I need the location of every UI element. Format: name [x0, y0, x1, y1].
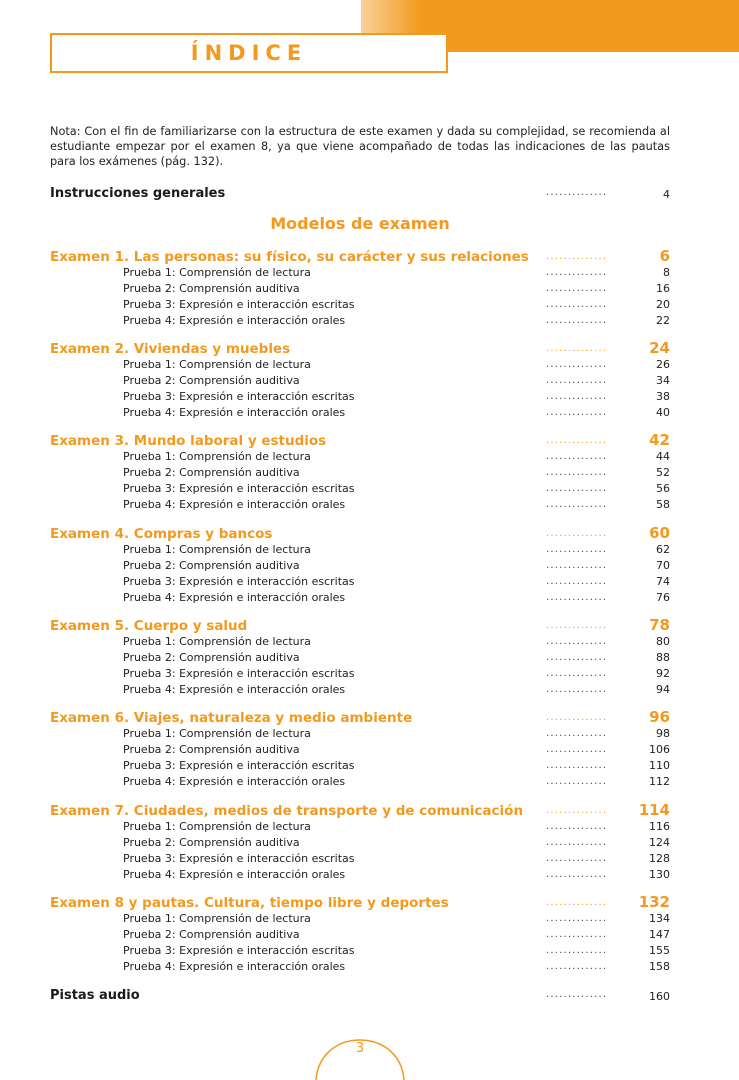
dot-leader: ..............: [546, 853, 608, 864]
toc-entry-test[interactable]: [50, 635, 670, 651]
dot-leader: ..............: [546, 451, 608, 462]
dot-leader: ..............: [546, 499, 608, 510]
dot-leader: ..............: [546, 897, 608, 908]
test-page-number: 112: [649, 775, 670, 788]
test-label: Prueba 4: Expresión e interacción orales: [123, 591, 346, 604]
test-label: Prueba 2: Comprensión auditiva: [123, 928, 300, 941]
toc-entry-test[interactable]: [50, 314, 670, 330]
test-label: Prueba 2: Comprensión auditiva: [123, 743, 300, 756]
test-page-number: 130: [649, 868, 670, 881]
toc-entry-exam-4[interactable]: [50, 526, 670, 542]
section-heading: Modelos de examen: [270, 214, 450, 233]
exam-title: Examen 5. Cuerpo y salud: [50, 618, 248, 634]
test-label: Prueba 3: Expresión e interacción escritas: [123, 852, 355, 865]
dot-leader: ..............: [546, 913, 608, 924]
toc-entry-general[interactable]: [50, 186, 670, 202]
test-label: Prueba 2: Comprensión auditiva: [123, 836, 300, 849]
dot-leader: ..............: [546, 744, 608, 755]
test-page-number: 26: [656, 358, 670, 371]
exam-page-number: 6: [659, 247, 670, 265]
test-page-number: 92: [656, 667, 670, 680]
toc-page-number: 4: [663, 188, 670, 201]
toc-entry-label: Pistas audio: [50, 988, 140, 1003]
exam-title: Examen 3. Mundo laboral y estudios: [50, 433, 327, 449]
toc-entry-exam-2[interactable]: [50, 341, 670, 357]
toc-entry-audio[interactable]: [50, 988, 670, 1004]
test-label: Prueba 3: Expresión e interacción escritas: [123, 667, 355, 680]
test-page-number: 22: [656, 314, 670, 327]
toc-entry-exam-1[interactable]: [50, 249, 670, 265]
toc-entry-test[interactable]: [50, 743, 670, 759]
dot-leader: ..............: [546, 620, 608, 631]
test-label: Prueba 4: Expresión e interacción orales: [123, 868, 346, 881]
toc-entry-exam-6[interactable]: [50, 710, 670, 726]
toc-entry-test[interactable]: [50, 852, 670, 868]
exam-page-number: 96: [649, 708, 670, 726]
test-label: Prueba 2: Comprensión auditiva: [123, 651, 300, 664]
test-page-number: 147: [649, 928, 670, 941]
dot-leader: ..............: [546, 375, 608, 386]
exam-title: Examen 6. Viajes, naturaleza y medio ambiente: [50, 710, 413, 726]
dot-leader: ..............: [546, 283, 608, 294]
dot-leader: ..............: [546, 668, 608, 679]
test-label: Prueba 3: Expresión e interacción escritas: [123, 759, 355, 772]
toc-entry-test[interactable]: [50, 390, 670, 406]
toc-entry-exam-8[interactable]: [50, 895, 670, 911]
dot-leader: ..............: [546, 684, 608, 695]
dot-leader: ..............: [546, 359, 608, 370]
dot-leader: ..............: [546, 592, 608, 603]
test-label: Prueba 3: Expresión e interacción escritas: [123, 575, 355, 588]
test-label: Prueba 3: Expresión e interacción escritas: [123, 482, 355, 495]
test-page-number: 8: [663, 266, 670, 279]
test-label: Prueba 4: Expresión e interacción orales: [123, 683, 346, 696]
page-number: 3: [355, 1041, 365, 1056]
test-page-number: 134: [649, 912, 670, 925]
dot-leader: ..............: [546, 435, 608, 446]
test-label: Prueba 3: Expresión e interacción escritas: [123, 944, 355, 957]
exam-page-number: 78: [649, 616, 670, 634]
exam-title: Examen 2. Viviendas y muebles: [50, 341, 291, 357]
test-page-number: 74: [656, 575, 670, 588]
test-label: Prueba 4: Expresión e interacción orales: [123, 406, 346, 419]
dot-leader: ..............: [546, 945, 608, 956]
toc-entry-exam-5[interactable]: [50, 618, 670, 634]
page-title: ÍNDICE: [190, 41, 308, 65]
dot-leader: ..............: [546, 728, 608, 739]
exam-page-number: 60: [649, 524, 670, 542]
dot-leader: ..............: [546, 776, 608, 787]
toc-entry-test[interactable]: [50, 651, 670, 667]
test-label: Prueba 4: Expresión e interacción orales: [123, 960, 346, 973]
test-page-number: 128: [649, 852, 670, 865]
exam-page-number: 132: [638, 893, 670, 911]
test-page-number: 70: [656, 559, 670, 572]
toc-entry-test[interactable]: [50, 466, 670, 482]
dot-leader: ..............: [546, 837, 608, 848]
dot-leader: ..............: [546, 315, 608, 326]
test-page-number: 20: [656, 298, 670, 311]
test-label: Prueba 2: Comprensión auditiva: [123, 466, 300, 479]
test-label: Prueba 4: Expresión e interacción orales: [123, 498, 346, 511]
toc-entry-test[interactable]: [50, 912, 670, 928]
exam-title: Examen 1. Las personas: su físico, su carácter y sus relaciones: [50, 249, 529, 265]
toc-entry-test[interactable]: [50, 836, 670, 852]
dot-leader: ..............: [546, 343, 608, 354]
dot-leader: ..............: [546, 712, 608, 723]
test-label: Prueba 4: Expresión e interacción orales: [123, 775, 346, 788]
test-label: Prueba 4: Expresión e interacción orales: [123, 314, 346, 327]
dot-leader: ..............: [546, 760, 608, 771]
exam-page-number: 24: [649, 339, 670, 357]
test-label: Prueba 1: Comprensión de lectura: [123, 266, 311, 279]
toc-entry-test[interactable]: [50, 759, 670, 775]
test-page-number: 40: [656, 406, 670, 419]
test-label: Prueba 2: Comprensión auditiva: [123, 282, 300, 295]
folio-ornament: [308, 1032, 412, 1080]
toc-entry-test[interactable]: [50, 482, 670, 498]
toc-entry-test[interactable]: [50, 944, 670, 960]
toc-entry-test[interactable]: [50, 406, 670, 422]
toc-entry-test[interactable]: [50, 960, 670, 976]
toc-entry-test[interactable]: [50, 559, 670, 575]
test-page-number: 76: [656, 591, 670, 604]
toc-entry-test[interactable]: [50, 266, 670, 282]
dot-leader: ..............: [546, 636, 608, 647]
test-page-number: 56: [656, 482, 670, 495]
test-page-number: 16: [656, 282, 670, 295]
test-page-number: 58: [656, 498, 670, 511]
toc-entry-test[interactable]: [50, 282, 670, 298]
toc-entry-test[interactable]: [50, 928, 670, 944]
toc-entry-test[interactable]: [50, 575, 670, 591]
dot-leader: ..............: [546, 391, 608, 402]
exam-page-number: 42: [649, 431, 670, 449]
toc-entry-test[interactable]: [50, 820, 670, 836]
toc-entry-test[interactable]: [50, 498, 670, 514]
dot-leader: ..............: [546, 251, 608, 262]
test-page-number: 44: [656, 450, 670, 463]
test-label: Prueba 3: Expresión e interacción escritas: [123, 390, 355, 403]
dot-leader: ..............: [546, 528, 608, 539]
test-label: Prueba 1: Comprensión de lectura: [123, 450, 311, 463]
toc-page-number: 160: [649, 990, 670, 1003]
dot-leader: ..............: [546, 299, 608, 310]
test-label: Prueba 1: Comprensión de lectura: [123, 820, 311, 833]
test-page-number: 52: [656, 466, 670, 479]
dot-leader: ..............: [546, 187, 608, 198]
test-page-number: 155: [649, 944, 670, 957]
test-label: Prueba 1: Comprensión de lectura: [123, 635, 311, 648]
test-page-number: 62: [656, 543, 670, 556]
test-label: Prueba 1: Comprensión de lectura: [123, 358, 311, 371]
toc-entry-test[interactable]: [50, 667, 670, 683]
toc-entry-test[interactable]: [50, 374, 670, 390]
test-page-number: 106: [649, 743, 670, 756]
exam-title: Examen 8 y pautas. Cultura, tiempo libre y deportes: [50, 895, 449, 911]
test-page-number: 88: [656, 651, 670, 664]
toc-entry-test[interactable]: [50, 358, 670, 374]
dot-leader: ..............: [546, 544, 608, 555]
test-label: Prueba 1: Comprensión de lectura: [123, 912, 311, 925]
dot-leader: ..............: [546, 869, 608, 880]
toc-entry-test[interactable]: [50, 868, 670, 884]
toc-entry-test[interactable]: [50, 543, 670, 559]
test-page-number: 116: [649, 820, 670, 833]
toc-entry-test[interactable]: [50, 775, 670, 791]
dot-leader: ..............: [546, 467, 608, 478]
dot-leader: ..............: [546, 805, 608, 816]
toc-entry-test[interactable]: [50, 591, 670, 607]
test-page-number: 34: [656, 374, 670, 387]
toc-entry-label: Instrucciones generales: [50, 186, 226, 201]
test-page-number: 158: [649, 960, 670, 973]
toc-entry-exam-3[interactable]: [50, 433, 670, 449]
toc-entry-exam-7[interactable]: [50, 803, 670, 819]
exam-title: Examen 7. Ciudades, medios de transporte y de comunicación: [50, 803, 524, 819]
dot-leader: ..............: [546, 267, 608, 278]
dot-leader: ..............: [546, 961, 608, 972]
test-label: Prueba 1: Comprensión de lectura: [123, 543, 311, 556]
test-label: Prueba 2: Comprensión auditiva: [123, 559, 300, 572]
test-label: Prueba 1: Comprensión de lectura: [123, 727, 311, 740]
dot-leader: ..............: [546, 407, 608, 418]
test-page-number: 94: [656, 683, 670, 696]
test-page-number: 80: [656, 635, 670, 648]
dot-leader: ..............: [546, 821, 608, 832]
dot-leader: ..............: [546, 929, 608, 940]
exam-title: Examen 4. Compras y bancos: [50, 526, 273, 542]
dot-leader: ..............: [546, 560, 608, 571]
exam-page-number: 114: [638, 801, 670, 819]
test-page-number: 110: [649, 759, 670, 772]
intro-note: Nota: Con el fin de familiarizarse con la estructura de este examen y dada su complejidad, se recomienda al estudiante empezar por el examen 8, ya que viene acompañado de todas las indicaciones de las pautas para los exámenes (pág. 132).: [50, 125, 670, 168]
toc-entry-test[interactable]: [50, 298, 670, 314]
test-page-number: 38: [656, 390, 670, 403]
test-page-number: 98: [656, 727, 670, 740]
toc-entry-test[interactable]: [50, 683, 670, 699]
dot-leader: ..............: [546, 483, 608, 494]
dot-leader: ..............: [546, 576, 608, 587]
dot-leader: ..............: [546, 989, 608, 1000]
test-label: Prueba 3: Expresión e interacción escritas: [123, 298, 355, 311]
toc-entry-test[interactable]: [50, 727, 670, 743]
test-label: Prueba 2: Comprensión auditiva: [123, 374, 300, 387]
dot-leader: ..............: [546, 652, 608, 663]
test-page-number: 124: [649, 836, 670, 849]
title-box: [50, 33, 448, 73]
toc-entry-test[interactable]: [50, 450, 670, 466]
